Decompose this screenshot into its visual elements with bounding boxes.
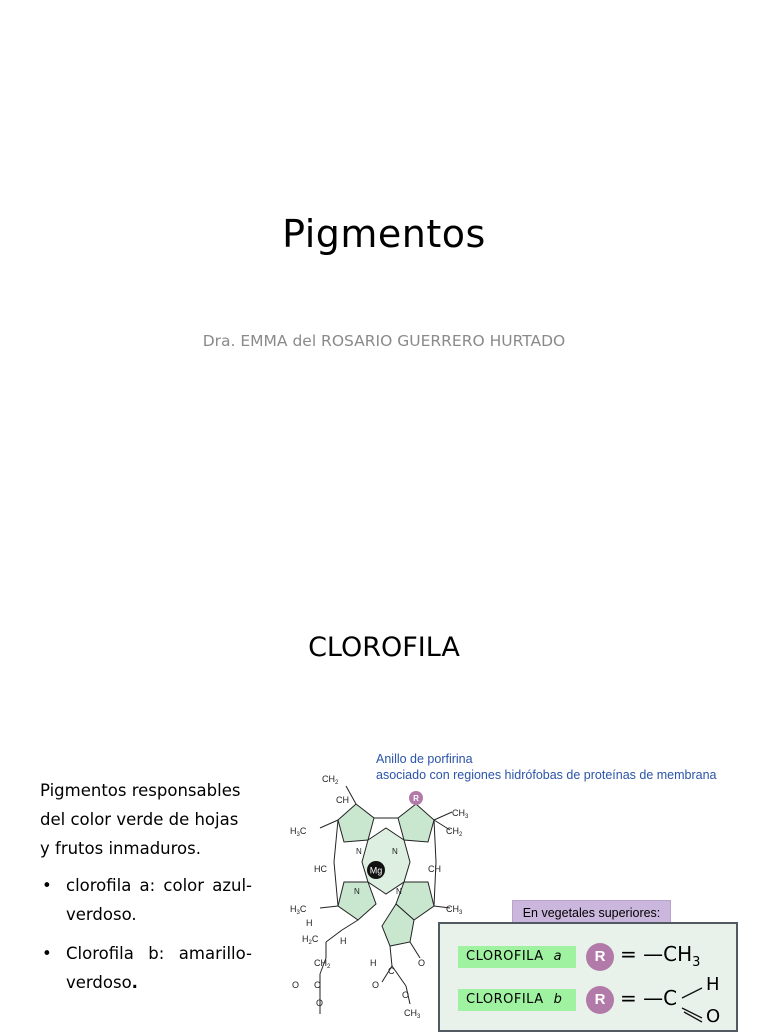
slide-title: Pigmentos [282, 212, 486, 256]
list-item [40, 871, 252, 929]
atom-label: CH [336, 795, 349, 805]
aldehyde-bonds [680, 982, 710, 1026]
section-label: En vegetales superiores: [512, 900, 671, 924]
atom-label: H [340, 936, 347, 946]
section-heading: CLOROFILA [308, 632, 460, 663]
atom-label: $CH_2$ [314, 958, 331, 970]
atom-label: O [372, 980, 380, 990]
chlorophyll-b-label: CLOROFILA b [458, 989, 576, 1011]
r-group-label: R [413, 794, 419, 803]
bullet-list [40, 871, 252, 997]
r-group-circle: R [586, 986, 614, 1014]
aldehyde-h: H [706, 974, 720, 995]
atom-label: CH [428, 864, 441, 874]
pyrrole-ring-top-right [398, 804, 434, 842]
chlorophyll-a-label: CLOROFILA a [458, 946, 576, 968]
atom-label: O [316, 998, 324, 1008]
atom-label: N [354, 887, 360, 896]
chlorophyll-types-box [438, 922, 738, 1032]
atom-label: $CH_3$ [446, 904, 463, 916]
r-group-circle: R [586, 943, 614, 971]
atom-label: N [392, 847, 398, 856]
description-text [40, 776, 252, 1007]
atom-label: $H_3C$ [290, 826, 307, 838]
intro-paragraph: Pigmentos responsables del color verde de hojas y frutos inmaduros. [40, 781, 241, 858]
atom-label: O [402, 990, 410, 1000]
atom-label: $H_2C$ [302, 934, 319, 946]
atom-label: $CH_3$ [452, 808, 469, 820]
atom-label: O [418, 958, 426, 968]
atom-label: $CH_2$ [322, 774, 339, 786]
atom-label: $CH_3$ [404, 1008, 421, 1020]
atom-label: $H_3C$ [290, 904, 307, 916]
caption-line-2: asociado con regiones hidrófobas de proteínas de membrana [376, 768, 717, 782]
atom-label: HC [314, 864, 327, 874]
atom-label: H [370, 958, 377, 968]
list-item [40, 939, 252, 997]
bullet-text: clorofila a: color azul-verdoso. [66, 876, 252, 924]
atom-label: C [388, 966, 395, 976]
atom-label: O [292, 980, 300, 990]
bullet-suffix: . [131, 973, 138, 992]
bullet-text: Clorofila b: amarillo-verdoso [66, 944, 252, 992]
slide-subtitle: Dra. EMMA del ROSARIO GUERRERO HURTADO [202, 332, 566, 350]
atom-label: H [306, 918, 313, 928]
chlorophyll-b-formula: = —C [620, 986, 678, 1010]
atom-label: N [356, 847, 362, 856]
atom-label: N [396, 887, 402, 896]
aldehyde-o: O [706, 1006, 721, 1027]
pyrrole-ring-top-left [338, 804, 374, 842]
chlorophyll-a-formula: = $—CH_3$ [620, 942, 701, 970]
mg-label: Mg [369, 865, 383, 876]
caption-line-1: Anillo de porfirina [376, 752, 473, 766]
atom-label: $CH_2$ [446, 826, 463, 838]
atom-label: C [314, 980, 321, 990]
